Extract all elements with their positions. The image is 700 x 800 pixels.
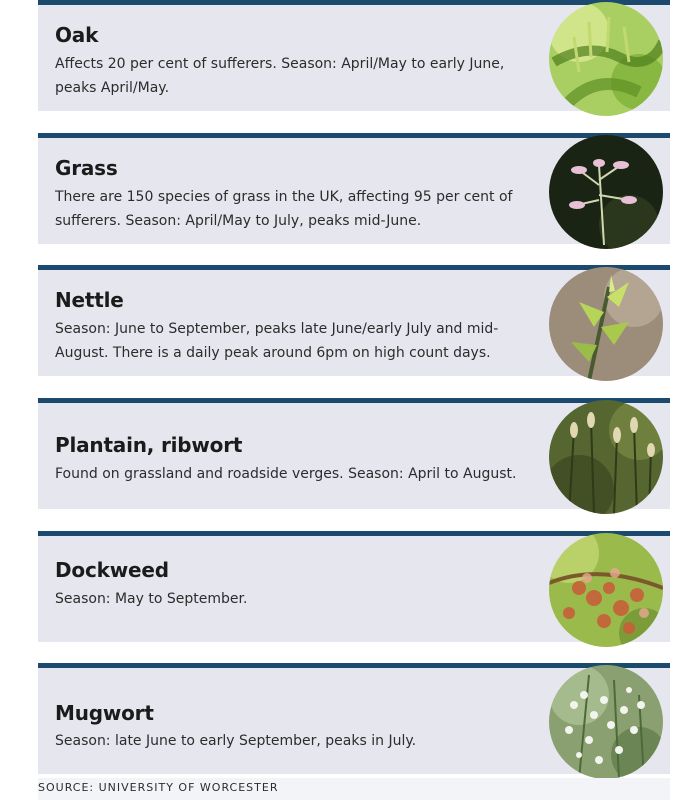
item-title: Oak [55,23,99,47]
item-title: Grass [55,156,118,180]
dockweed-seed-photo-icon [549,533,663,647]
list-item [38,398,670,509]
list-item [38,265,670,376]
list-item [38,663,670,774]
source-credit: SOURCE: UNIVERSITY OF WORCESTER [38,781,279,794]
item-description: Season: June to September, peaks late June/early July and mid-August. There is a daily peak around 6pm on high count days. [55,321,499,361]
item-description: There are 150 species of grass in the UK, affecting 95 per cent of sufferers. Season: April/May to July, peaks mid-June. [55,189,513,229]
ribwort-plantain-photo-icon [549,400,663,514]
item-title: Nettle [55,288,124,312]
oak-catkin-photo-icon [549,2,663,116]
mugwort-flower-photo-icon [549,665,663,779]
grass-flower-photo-icon [549,135,663,249]
item-title: Plantain, ribwort [55,433,243,457]
item-description: Found on grassland and roadside verges. Season: April to August. [55,466,517,482]
item-description: Season: May to September. [55,591,248,607]
item-description: Affects 20 per cent of sufferers. Season: April/May to early June, peaks April/May. [55,56,505,96]
nettle-leaf-photo-icon [549,267,663,381]
item-title: Dockweed [55,558,169,582]
item-title: Mugwort [55,701,154,725]
list-item [38,0,670,111]
item-description: Season: late June to early September, peaks in July. [55,733,417,749]
list-item [38,531,670,642]
list-item [38,133,670,244]
